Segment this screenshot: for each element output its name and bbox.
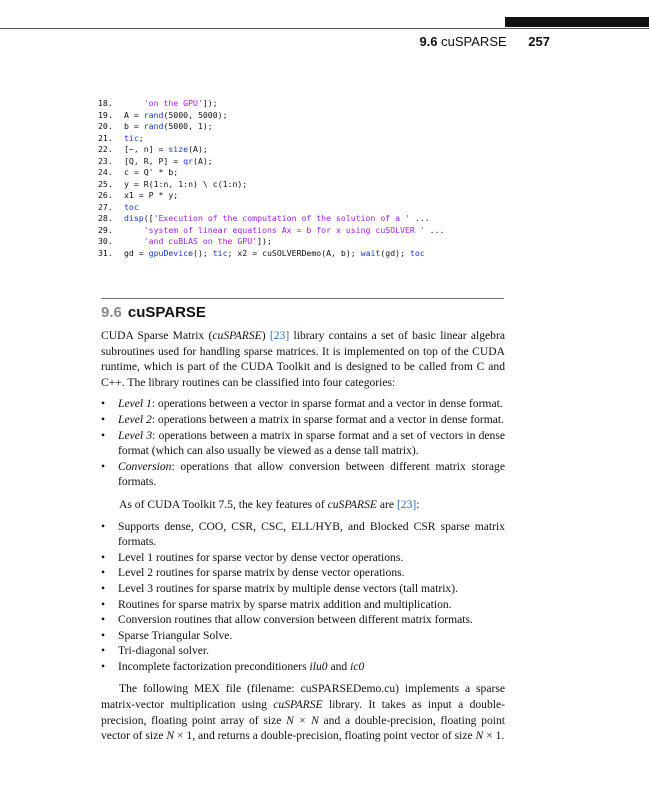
code-text: [~, n] = [124, 144, 169, 154]
code-text: (5000, 5000); [163, 109, 228, 120]
list-item: • Level 1 routines for sparse vector by dense vector operations. [101, 550, 505, 566]
code-line-number: 23. [98, 155, 113, 166]
code-text: ... [409, 213, 430, 223]
code-keyword: size [168, 144, 189, 154]
code-text: (A); [193, 155, 213, 166]
code-line-number: 26. [98, 190, 113, 200]
code-listing [98, 98, 444, 259]
code-text: c = Q' * b; [124, 167, 179, 177]
code-line-number: 21. [98, 132, 113, 143]
code-text [124, 236, 144, 246]
code-line-number: 28. [98, 213, 113, 223]
page-number: 257 [528, 34, 550, 49]
body-text [101, 328, 505, 744]
code-text [124, 225, 144, 235]
code-line [98, 167, 444, 179]
header-section-number: 9.6 [419, 34, 438, 49]
code-text: y = R(1:n, 1:n) \ c(1:n); [124, 178, 248, 189]
code-line-number: 20. [98, 121, 113, 131]
code-line-number: 25. [98, 178, 113, 189]
code-line-number: 18. [98, 98, 113, 108]
list-item: • Supports dense, COO, CSR, CSC, ELL/HYB, and Blocked CSR sparse matrix formats. [101, 519, 505, 550]
code-text: (); [193, 247, 213, 258]
code-text: b = [124, 121, 144, 131]
intro-paragraph: CUDA Sparse Matrix (cuSPARSE) [23] library contains a set of basic linear algebra subroutines used for handling sparse matrices. It is implemented on top of the CUDA runtime, which is part of the CUDA Toolkit and is designed to be called from C and C++. The library routines can be classified into four categories: [101, 329, 505, 389]
code-text: (5000, 1); [163, 121, 213, 131]
code-keyword: disp [124, 213, 144, 223]
code-text: ; [138, 132, 144, 143]
code-text: ; x2 = cuSOLVERDemo(A, b); [227, 247, 361, 258]
section-title: cuSPARSE [127, 304, 206, 321]
list-item: • Conversion routines that allow conversion between different matrix formats. [101, 612, 505, 628]
code-text: x1 = P * y; [124, 190, 179, 200]
features-intro: As of CUDA Toolkit 7.5, the key features of cuSPARSE are [23]: [119, 497, 420, 511]
code-text [124, 98, 144, 108]
list-item: • Level 3 routines for sparse matrix by multiple dense vectors (tall matrix). [101, 581, 505, 597]
code-text: ]); [202, 98, 218, 108]
list-item: • Incomplete factorization preconditioners ilu0 and ic0 [101, 659, 505, 675]
code-line [98, 213, 444, 225]
code-keyword: tic [124, 132, 139, 143]
code-line-number: 30. [98, 236, 113, 246]
code-line [98, 133, 444, 145]
code-line [98, 144, 444, 156]
code-text: ... [424, 224, 445, 235]
list-item: • Level 2: operations between a matrix in sparse format and a vector in dense format. [101, 412, 505, 428]
header-bar [505, 17, 649, 27]
code-string: 'and cuBLAS on the GPU' [143, 236, 258, 246]
code-text: [Q, R, P] = [124, 155, 184, 166]
code-line [98, 225, 444, 237]
category-list [101, 396, 505, 490]
code-line [98, 98, 444, 110]
code-text: A = [124, 109, 144, 120]
code-line [98, 236, 444, 248]
code-keyword: rand [143, 121, 164, 131]
header-title: cuSPARSE [441, 34, 507, 49]
code-line-number: 27. [98, 201, 113, 212]
code-keyword: qr [183, 155, 194, 166]
code-line-number: 24. [98, 167, 113, 177]
list-item: • Sparse Triangular Solve. [101, 628, 505, 644]
code-string: 'Execution of the computation of the solution of a ' [153, 213, 410, 223]
code-line-number: 22. [98, 144, 113, 154]
code-line [98, 156, 444, 168]
code-line [98, 179, 444, 191]
code-text: (gd); [380, 247, 410, 258]
list-item: • Tri-diagonal solver. [101, 643, 505, 659]
code-line-number: 31. [98, 247, 113, 258]
section-rule [101, 298, 504, 299]
section-heading [101, 304, 206, 321]
header-rule [0, 28, 649, 29]
code-line-number: 19. [98, 109, 113, 120]
code-keyword: toc [124, 201, 139, 212]
list-item: • Level 1: operations between a vector in sparse format and a vector in dense format. [101, 396, 505, 412]
section-number: 9.6 [101, 304, 122, 321]
code-keyword: gpuDevice [148, 247, 194, 258]
citation-link[interactable]: [23] [396, 497, 417, 511]
code-keyword: tic [212, 247, 228, 258]
code-line [98, 248, 444, 260]
mex-paragraph: The following MEX file (filename: cuSPARSEDemo.cu) implements a sparse matrix-vector multiplication using cuSPARSE library. It takes as input a double-precision, floating point array of size N × N and a double-precision, floating point vector of size N × 1, and returns a double-precision, floating point vector of size N × 1. [101, 682, 505, 743]
code-text: (A); [188, 144, 208, 154]
code-line [98, 202, 444, 214]
running-header [300, 34, 550, 49]
list-item: • Conversion: operations that allow conversion between different matrix storage formats. [101, 459, 505, 490]
list-item: • Level 2 routines for sparse matrix by dense vector operations. [101, 565, 505, 581]
code-line [98, 121, 444, 133]
code-text: ]); [257, 236, 272, 246]
code-text: ([ [143, 213, 154, 223]
citation-link[interactable]: [23] [269, 329, 290, 342]
code-line [98, 110, 444, 122]
code-keyword: toc [409, 247, 425, 258]
code-text: gd = [124, 247, 149, 258]
code-string: 'on the GPU' [143, 98, 203, 108]
code-string: 'system of linear equations Ax = b for x using cuSOLVER ' [143, 224, 425, 235]
code-keyword: wait [360, 247, 381, 258]
feature-list [101, 519, 505, 675]
code-keyword: rand [143, 109, 164, 120]
code-line [98, 190, 444, 202]
list-item: • Routines for sparse matrix by sparse matrix addition and multiplication. [101, 597, 505, 613]
code-line-number: 29. [98, 224, 113, 235]
list-item: • Level 3: operations between a matrix in sparse format and a set of vectors in dense format (which can also usually be viewed as a dense tall matrix). [101, 428, 505, 459]
